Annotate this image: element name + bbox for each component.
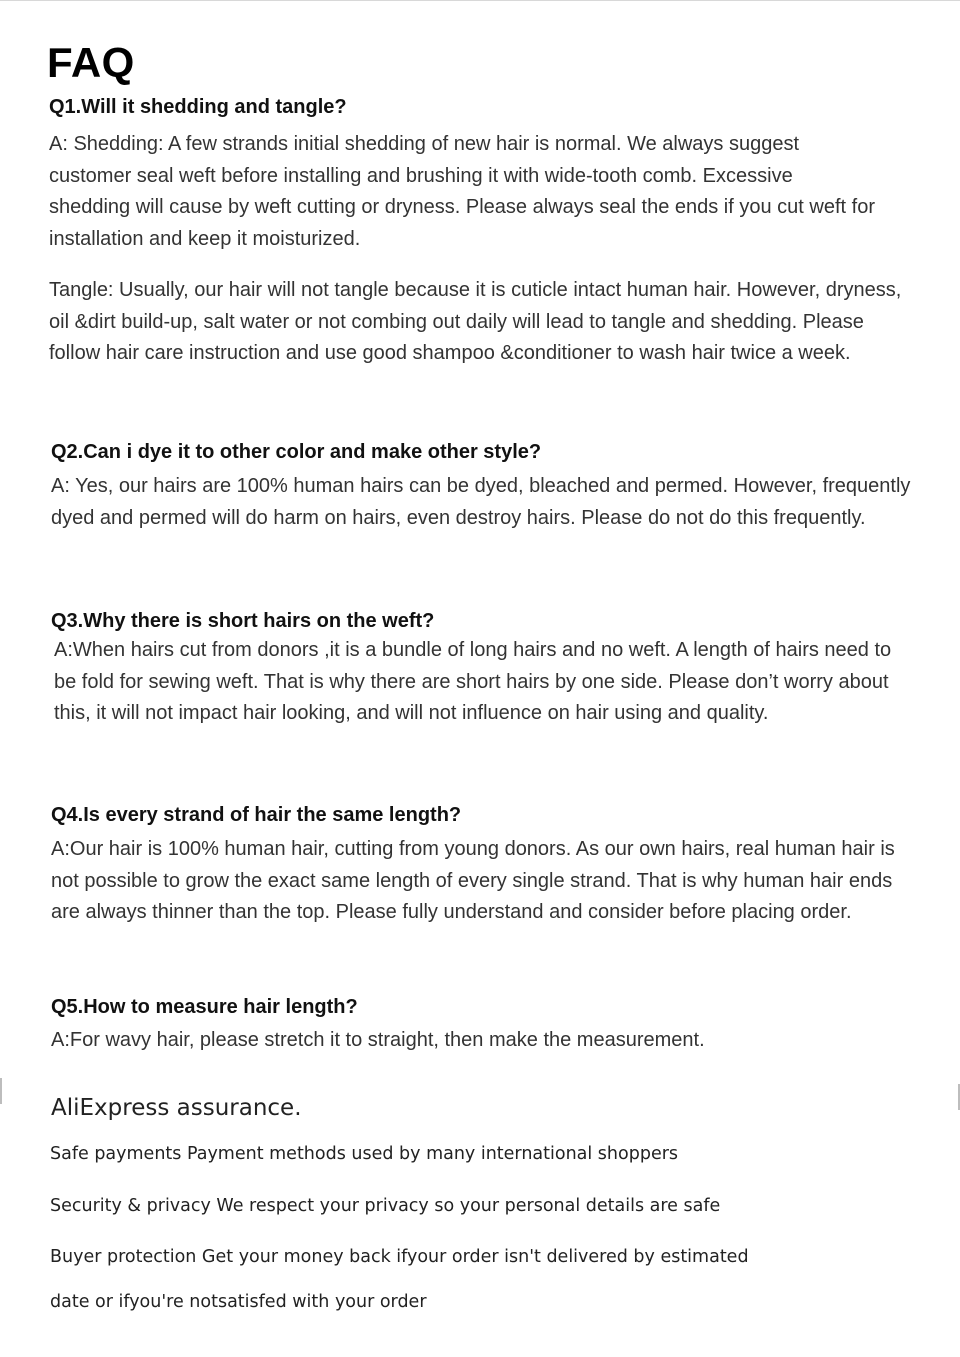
assurance-line-buyer-protection-cont: date or ifyou're notsatisfed with your order xyxy=(50,1292,427,1312)
faq-answer-3: A:When hairs cut from donors ,it is a bundle of long hairs and no weft. A length of hairs need to be fold for sewing weft. That is why there are short hairs by one side. Please don’t worry about this, it will not impact hair looking, and will not influence on hair using and quality. xyxy=(54,639,892,724)
faq-question-2: Q2.Can i dye it to other color and make other style? xyxy=(51,441,542,463)
faq-answer-4: A:Our hair is 100% human hair, cutting from young donors. As our own hairs, real human hair is not possible to grow the exact same length of every single strand. That is why human hair ends are always thinner than the top. Please fully understand and consider before placing order. xyxy=(51,838,895,923)
faq-answer-1: A: Shedding: A few strands initial shedding of new hair is normal. We always suggest customer seal weft before installing and brushing it with wide-tooth comb. Excessive shedding will cause by weft cutting or dryness. Please always seal the ends if you cut weft for installation and keep it moisturized. xyxy=(49,133,875,250)
faq-question-3: Q3.Why there is short hairs on the weft? xyxy=(51,610,435,632)
faq-title: FAQ xyxy=(47,39,135,86)
assurance-line-buyer-protection: Buyer protection Get your money back ifyour order isn't delivered by estimated xyxy=(50,1247,749,1267)
assurance-line-safe-payments: Safe payments Payment methods used by many international shoppers xyxy=(50,1144,679,1164)
page-edge-mark-left xyxy=(0,1078,2,1104)
faq-question-4: Q4.Is every strand of hair the same length? xyxy=(51,804,462,826)
faq-answer-1-tangle: Tangle: Usually, our hair will not tangle because it is cuticle intact human hair. However, dryness, oil &dirt build-up, salt water or not combing out daily will lead to tangle and shedding. Please follow hair care instruction and use good shampoo &conditioner to wash hair twice a week. xyxy=(49,279,902,364)
faq-answer-5: A:For wavy hair, please stretch it to straight, then make the measurement. xyxy=(51,1029,705,1051)
faq-question-1: Q1.Will it shedding and tangle? xyxy=(49,96,347,118)
faq-answer-2: A: Yes, our hairs are 100% human hairs can be dyed, bleached and permed. However, frequently dyed and permed will do harm on hairs, even destroy hairs. Please do not do this frequently. xyxy=(51,475,911,529)
assurance-line-security-privacy: Security & privacy We respect your privacy so your personal details are safe xyxy=(50,1196,721,1216)
assurance-title: AliExpress assurance. xyxy=(51,1095,302,1121)
faq-question-5: Q5.How to measure hair length? xyxy=(51,996,358,1018)
